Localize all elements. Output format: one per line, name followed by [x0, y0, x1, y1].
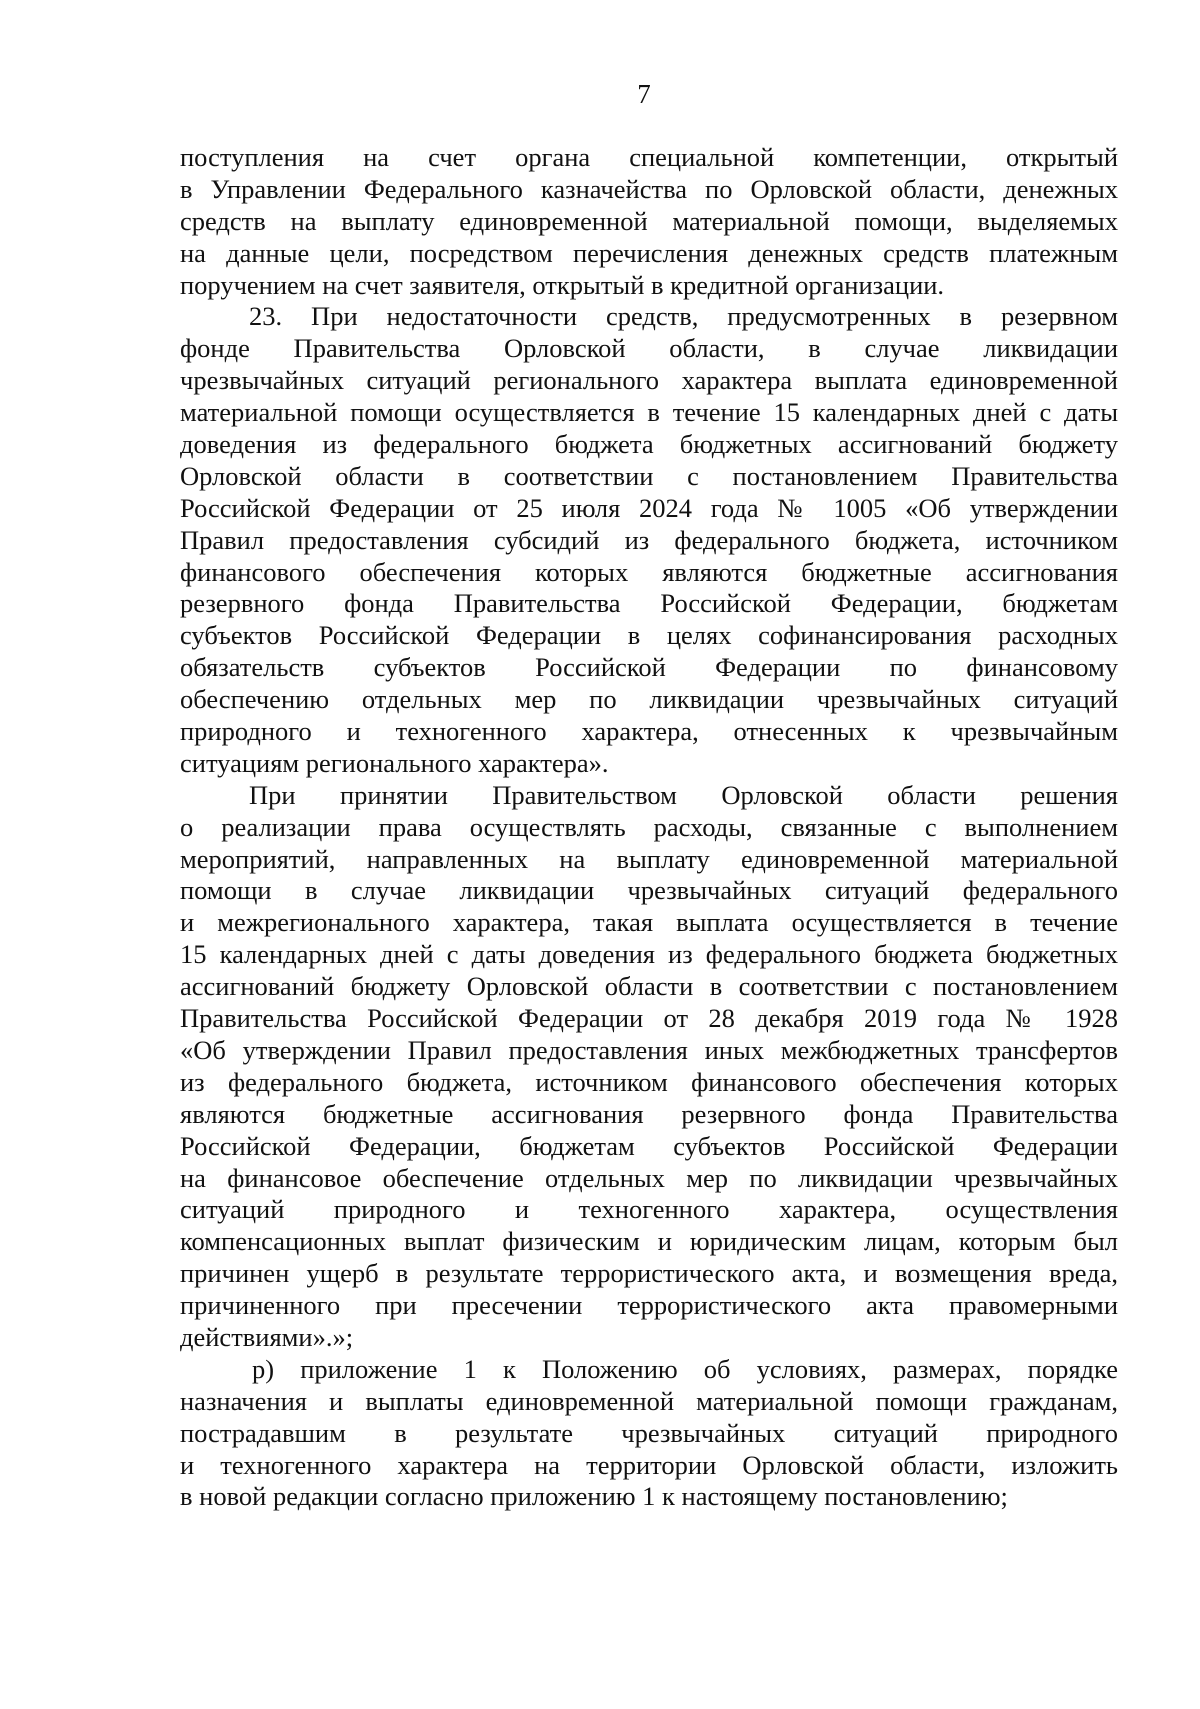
text-line: финансового обеспечения которых являются бюджетные ассигнования [180, 556, 1118, 587]
text-line: пострадавшим в результате чрезвычайных ситуаций природного [180, 1417, 1118, 1448]
text-line: обязательств субъектов Российской Федерации по финансовому [180, 652, 1118, 683]
text-line: ситуациям регионального характера». [180, 747, 609, 778]
text-line: Правительства Российской Федерации от 28 декабря 2019 года № 1928 [180, 1003, 1118, 1034]
text-line: и межрегионального характера, такая выплата осуществляется в течение [180, 907, 1118, 938]
text-line: назначения и выплаты единовременной материальной помощи гражданам, [180, 1385, 1118, 1416]
paragraph-item-23 [180, 301, 1118, 779]
document-body [180, 142, 1118, 1513]
text-line: являются бюджетные ассигнования резервного фонда Правительства [180, 1098, 1118, 1129]
text-line: и техногенного характера на территории Орловской области, изложить [180, 1449, 1118, 1480]
text-line: Орловской области в соответствии с постановлением Правительства [180, 460, 1118, 491]
text-line: доведения из федерального бюджета бюджетных ассигнований бюджету [180, 429, 1118, 460]
text-line: р) приложение 1 к Положению об условиях, размерах, порядке [252, 1353, 1118, 1384]
paragraph-item-r [180, 1354, 1118, 1513]
text-line: ситуаций природного и техногенного характера, осуществления [180, 1194, 1118, 1225]
text-line: Российской Федерации от 25 июля 2024 года № 1005 «Об утверждении [180, 492, 1118, 523]
text-line: о реализации права осуществлять расходы, связанные с выполнением [180, 811, 1118, 842]
text-line: помощи в случае ликвидации чрезвычайных ситуаций федерального [180, 875, 1118, 906]
text-line: причинен ущерб в результате террористического акта, и возмещения вреда, [180, 1258, 1118, 1289]
text-line: Правил предоставления субсидий из федерального бюджета, источником [180, 524, 1118, 555]
text-line: «Об утверждении Правил предоставления иных межбюджетных трансфертов [180, 1034, 1118, 1065]
page-number: 7 [637, 79, 651, 109]
paragraph-federal-payment [180, 780, 1118, 1354]
text-line: на финансовое обеспечение отдельных мер по ликвидации чрезвычайных [180, 1162, 1118, 1193]
text-line: При принятии Правительством Орловской области решения [249, 779, 1118, 810]
text-line: Российской Федерации, бюджетам субъектов Российской Федерации [180, 1130, 1118, 1161]
text-line: на данные цели, посредством перечисления денежных средств платежным [180, 237, 1118, 268]
text-line: 15 календарных дней с даты доведения из федерального бюджета бюджетных [180, 939, 1118, 970]
text-line: из федерального бюджета, источником финансового обеспечения которых [180, 1066, 1118, 1097]
text-line: ассигнований бюджету Орловской области в соответствии с постановлением [180, 971, 1118, 1002]
text-line: средств на выплату единовременной материальной помощи, выделяемых [180, 205, 1118, 236]
text-line: обеспечению отдельных мер по ликвидации чрезвычайных ситуаций [180, 684, 1118, 715]
text-line: в Управлении Федерального казначейства по Орловской области, денежных [180, 173, 1118, 204]
text-line: субъектов Российской Федерации в целях софинансирования расходных [180, 620, 1118, 651]
paragraph-continuation [180, 142, 1118, 301]
text-line: природного и техногенного характера, отнесенных к чрезвычайным [180, 716, 1118, 747]
text-line: фонде Правительства Орловской области, в случае ликвидации [180, 333, 1118, 364]
text-line: 23. При недостаточности средств, предусмотренных в резервном [249, 301, 1118, 332]
text-line: резервного фонда Правительства Российской Федерации, бюджетам [180, 588, 1118, 619]
text-line: чрезвычайных ситуаций регионального характера выплата единовременной [180, 365, 1118, 396]
text-line: причиненного при пресечении террористического акта правомерными [180, 1290, 1118, 1321]
text-line: мероприятий, направленных на выплату единовременной материальной [180, 843, 1118, 874]
text-line: действиями».»; [180, 1321, 354, 1352]
text-line: поручением на счет заявителя, открытый в кредитной организации. [180, 269, 945, 300]
text-line: материальной помощи осуществляется в течение 15 календарных дней с даты [180, 397, 1118, 428]
text-line: в новой редакции согласно приложению 1 к настоящему постановлению; [180, 1481, 1008, 1512]
text-line: поступления на счет органа специальной компетенции, открытый [180, 142, 1118, 172]
text-line: компенсационных выплат физическим и юридическим лицам, которым был [180, 1226, 1118, 1257]
